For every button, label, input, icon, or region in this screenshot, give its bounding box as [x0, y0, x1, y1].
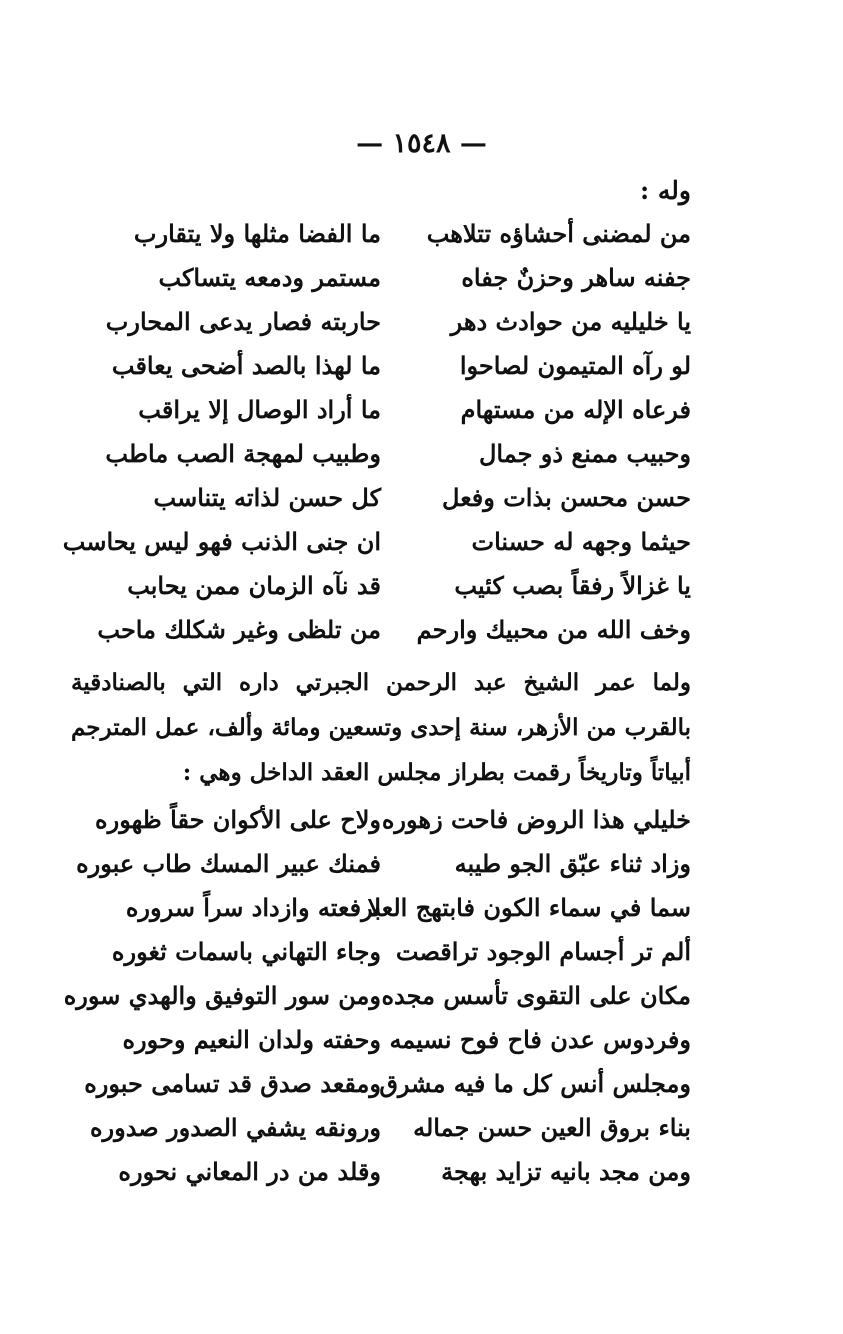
second-hemistich: قد نآه الزمان ممن يحابب [127, 571, 381, 600]
verse-line [0, 256, 843, 300]
verse-line [0, 476, 843, 520]
second-hemistich: من تلظى وغير شكلك ماحب [97, 615, 381, 644]
second-hemistich: وقلد من در المعاني نحوره [118, 1157, 381, 1186]
second-hemistich: حاربته فصار يدعى المحارب [105, 307, 381, 336]
verse-line [0, 1018, 843, 1062]
first-hemistich: وحبيب ممنع ذو جمال [478, 439, 691, 468]
verse-line [0, 1062, 843, 1106]
verse-line [0, 1106, 843, 1150]
second-hemistich: ان جنى الذنب فهو ليس يحاسب [62, 527, 381, 556]
first-hemistich: فرعاه الإله من مستهام [460, 395, 691, 424]
first-hemistich: مكان على التقوى تأسس مجده [381, 981, 691, 1010]
verse-line [0, 798, 843, 842]
first-hemistich: لو رآه المتيمون لصاحوا [459, 351, 691, 380]
prose-paragraph: ولما عمر الشيخ عبد الرحمن الجبرتي داره التي بالصنادقية بالقرب من الأزهر، سنة إحدى وتسعين ومائة وألف، عمل المترجم أبياتاً وتاريخاً رقمت بطراز مجلس العقد الداخل وهي : [71, 669, 691, 786]
second-hemistich: ما الفضا مثلها ولا يتقارب [133, 219, 381, 248]
second-hemistich: فمنك عبير المسك طاب عبوره [76, 849, 381, 878]
first-hemistich: وخف الله من محبيك وارحم [416, 615, 691, 644]
first-hemistich: من لمضنى أحشاؤه تتلاهب [426, 219, 691, 248]
verse-line [0, 930, 843, 974]
second-hemistich: ما لهذا بالصد أضحى يعاقب [111, 351, 381, 380]
second-hemistich: وطبيب لمهجة الصب ماطب [105, 439, 381, 468]
second-hemistich: كل حسن لذاته يتناسب [153, 483, 381, 512]
verse-line [0, 842, 843, 886]
first-hemistich: يا خليليه من حوادث دهر [450, 307, 691, 336]
second-hemistich: مستمر ودمعه يتساكب [158, 263, 381, 292]
first-hemistich: وزاد ثناء عبّق الجو طيبه [454, 849, 691, 878]
poem-2 [0, 798, 843, 1194]
verse-line [0, 344, 843, 388]
second-hemistich: وحفته ولدان النعيم وحوره [122, 1025, 381, 1054]
first-hemistich: جفنه ساهر وحزنٌ جفاه [461, 263, 691, 292]
first-hemistich: ومجلس أنس كل ما فيه مشرق [379, 1069, 691, 1098]
first-hemistich: حيثما وجهه له حسنات [471, 527, 691, 556]
section-intro: وله : [639, 176, 691, 205]
first-hemistich: بناء بروق العين حسن جماله [413, 1113, 691, 1142]
first-hemistich: ومن مجد بانيه تزايد بهجة [441, 1157, 691, 1186]
verse-line [0, 564, 843, 608]
poem-1 [0, 212, 843, 652]
verse-line [0, 432, 843, 476]
first-hemistich: سما في سماء الكون فابتهج العلا [367, 893, 691, 922]
second-hemistich: ورونقه يشفي الصدور صدوره [89, 1113, 381, 1142]
second-hemistich: وجاء التهاني باسمات ثغوره [111, 937, 381, 966]
verse-line [0, 886, 843, 930]
first-hemistich: ألم تر أجسام الوجود تراقصت [395, 937, 691, 966]
first-hemistich: وفردوس عدن فاح فوح نسيمه [389, 1025, 691, 1054]
verse-line [0, 300, 843, 344]
first-hemistich: خليلي هذا الروض فاحت زهوره [381, 805, 691, 834]
second-hemistich: برفعته وازداد سراً سروره [125, 893, 381, 922]
verse-line [0, 974, 843, 1018]
verse-line [0, 388, 843, 432]
second-hemistich: ومقعد صدق قد تسامى حبوره [84, 1069, 381, 1098]
verse-line [0, 1150, 843, 1194]
verse-line [0, 212, 843, 256]
second-hemistich: ولاح على الأكوان حقاً ظهوره [95, 805, 381, 834]
verse-line [0, 520, 843, 564]
first-hemistich: يا غزالاً رفقاً بصب كئيب [454, 571, 691, 600]
verse-line [0, 608, 843, 652]
first-hemistich: حسن محسن بذات وفعل [442, 483, 691, 512]
second-hemistich: ما أراد الوصال إلا يراقب [138, 395, 381, 424]
second-hemistich: ومن سور التوفيق والهدي سوره [63, 981, 381, 1010]
page-number: — ١٥٤٨ — [356, 128, 487, 159]
